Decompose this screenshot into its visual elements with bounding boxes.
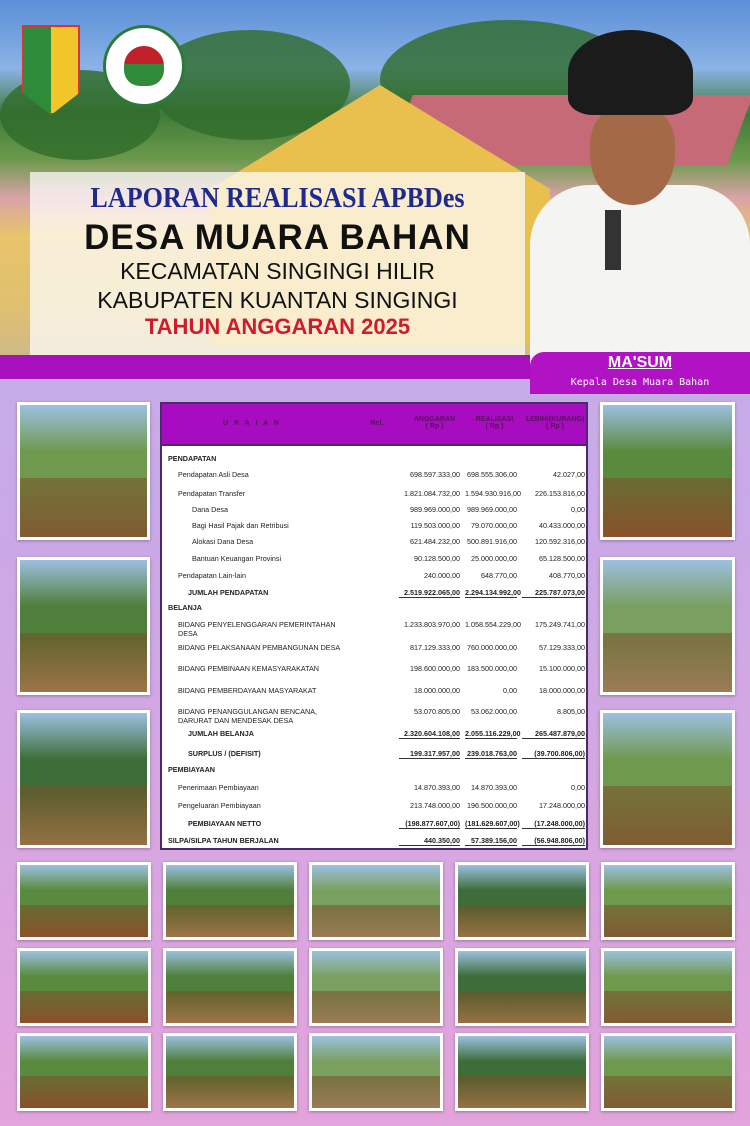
activity-photo xyxy=(600,557,735,695)
cell-realisasi: (181.629.607,00) xyxy=(465,819,520,828)
activity-photo xyxy=(601,862,735,940)
row-label: JUMLAH BELANJA xyxy=(188,729,254,738)
cell-realisasi: 500.891.916,00 xyxy=(467,537,517,546)
cell-realisasi: 648.770,00 xyxy=(481,571,517,580)
fiscal-year: TAHUN ANGGARAN 2025 xyxy=(144,314,411,339)
cell-realisasi: 239.018.763,00 xyxy=(465,749,517,759)
cell-lebih: 17.248.000,00 xyxy=(539,801,585,810)
cell-realisasi: 989.969.000,00 xyxy=(467,505,517,514)
cell-anggaran: 240.000,00 xyxy=(424,571,460,580)
cell-anggaran: 14.870.393,00 xyxy=(414,783,460,792)
apbdes-table xyxy=(160,402,588,850)
cell-lebih: 226.153.816,00 xyxy=(535,489,585,498)
cell-anggaran: 18.000.000,00 xyxy=(414,686,460,695)
kemendes-logo xyxy=(103,25,185,107)
row-label: JUMLAH PENDAPATAN xyxy=(188,588,269,597)
row-label: BIDANG PENYELENGGARAN PEMERINTAHAN DESA xyxy=(178,620,336,638)
official-cap xyxy=(568,30,693,115)
activity-photo xyxy=(601,948,735,1026)
cell-anggaran: 2.320.604.108,00 xyxy=(399,729,460,739)
cell-lebih: (17.248.000,00) xyxy=(522,819,585,829)
row-label: Dana Desa xyxy=(192,505,228,514)
cell-lebih: 57.129.333,00 xyxy=(539,643,585,652)
cell-lebih: 8.805,00 xyxy=(557,707,585,716)
activity-photo xyxy=(163,1033,297,1111)
person-role: Kepala Desa Muara Bahan xyxy=(570,377,710,388)
row-label: Bantuan Keuangan Provinsi xyxy=(192,554,282,563)
cell-realisasi: 2.294.134.992,00 xyxy=(465,588,521,597)
cell-realisasi: 698.555.306,00 xyxy=(467,470,517,479)
cell-lebih: 40.433.000,00 xyxy=(539,521,585,530)
activity-photo xyxy=(163,862,297,940)
col-realisasi xyxy=(467,416,522,430)
activity-photo xyxy=(17,1033,151,1111)
table-header xyxy=(162,404,586,446)
activity-photo xyxy=(309,862,443,940)
cell-anggaran: 53.070.805,00 xyxy=(414,707,460,716)
cell-anggaran: 2.519.922.065,00 xyxy=(399,588,460,598)
col-label: LEBIH/(KURANG) xyxy=(525,416,585,423)
cell-lebih: 225.787.073,00 xyxy=(522,588,585,598)
cell-lebih: 18.000.000,00 xyxy=(539,686,585,695)
activity-photo xyxy=(600,402,735,540)
cell-lebih: (39.700.806,00) xyxy=(522,749,585,759)
cell-realisasi: 79.070.000,00 xyxy=(471,521,517,530)
cell-realisasi: 1.594.930.916,00 xyxy=(465,489,521,498)
col-unit: ( Rp ) xyxy=(546,423,564,430)
village-head-photo xyxy=(530,185,750,365)
cell-realisasi: 0,00 xyxy=(503,686,517,695)
person-name: MA'SUM xyxy=(607,354,673,371)
cell-lebih: 65.128.500,00 xyxy=(539,554,585,563)
col-anggaran xyxy=(397,416,472,430)
activity-photo xyxy=(17,862,151,940)
cell-anggaran: 1.233.803.970,00 xyxy=(404,620,460,629)
cell-anggaran: 213.748.000,00 xyxy=(410,801,460,810)
cell-lebih: (56.948.806,00) xyxy=(522,836,585,846)
report-title: LAPORAN REALISASI APBDes xyxy=(90,182,465,214)
activity-photo xyxy=(455,948,589,1026)
cell-anggaran: 119.503.000,00 xyxy=(410,521,460,530)
cell-lebih: 15.100.000,00 xyxy=(539,664,585,673)
cell-realisasi: 57.389.156,00 xyxy=(465,836,517,846)
cell-anggaran: 198.600.000,00 xyxy=(410,664,460,673)
row-label: BIDANG PEMBERDAYAAN MASYARAKAT xyxy=(178,686,317,695)
activity-photo xyxy=(601,1033,735,1111)
cell-realisasi: 2.055.116.229,00 xyxy=(465,729,521,738)
row-label: Penerimaan Pembiayaan xyxy=(178,783,259,792)
face xyxy=(590,105,675,205)
cell-lebih: 0,00 xyxy=(571,783,585,792)
cell-realisasi: 25.000.000,00 xyxy=(471,554,517,563)
cell-lebih: 42.027,00 xyxy=(553,470,585,479)
cell-anggaran: 817.129.333,00 xyxy=(410,643,460,652)
village-name: DESA MUARA BAHAN xyxy=(84,218,471,257)
cell-anggaran: 621.484.232,00 xyxy=(410,537,460,546)
activity-photo xyxy=(17,948,151,1026)
cell-realisasi: 14.870.393,00 xyxy=(471,783,517,792)
col-label: ANGGARAN xyxy=(413,416,456,423)
activity-photo xyxy=(455,1033,589,1111)
cell-realisasi: 183.500.000,00 xyxy=(467,664,517,673)
activity-photo xyxy=(309,1033,443,1111)
col-unit: ( Rp ) xyxy=(485,423,504,430)
row-label: BIDANG PEMBINAAN KEMASYARAKATAN xyxy=(178,664,319,673)
col-ref: Ref. xyxy=(370,420,384,427)
cell-anggaran: 440.350,00 xyxy=(399,836,460,846)
col-unit: ( Rp ) xyxy=(425,423,444,430)
cell-lebih: 120.592.316,00 xyxy=(535,537,585,546)
activity-photo xyxy=(455,862,589,940)
cell-realisasi: 53.062.000,00 xyxy=(471,707,517,716)
row-label: PEMBIAYAAN NETTO xyxy=(188,819,262,828)
cell-realisasi: 760.000.000,00 xyxy=(467,643,517,652)
row-label: Bagi Hasil Pajak dan Retribusi xyxy=(192,521,289,530)
row-label: Pendapatan Transfer xyxy=(178,489,246,498)
cell-anggaran: 698.597.333,00 xyxy=(410,470,460,479)
activity-photo xyxy=(17,710,150,848)
cell-realisasi: 1.058.554.229,00 xyxy=(465,620,521,629)
cell-anggaran: (198.877.607,00) xyxy=(399,819,460,829)
cell-lebih: 0,00 xyxy=(571,505,585,514)
row-label: SILPA/SILPA TAHUN BERJALAN xyxy=(168,836,279,845)
district-name: KECAMATAN SINGINGI HILIR xyxy=(120,258,435,284)
row-label: Pendapatan Lain-lain xyxy=(178,571,246,580)
cell-lebih: 408.770,00 xyxy=(549,571,585,580)
activity-photo xyxy=(17,557,150,695)
activity-photo xyxy=(600,710,735,848)
cell-anggaran: 989.969.000,00 xyxy=(410,505,460,514)
activity-photo xyxy=(309,948,443,1026)
row-label: BELANJA xyxy=(168,603,202,612)
row-label: PENDAPATAN xyxy=(168,454,217,463)
col-uraian: U R A I A N xyxy=(223,420,281,427)
row-label: Pengeluaran Pembiayaan xyxy=(178,801,261,810)
cell-lebih: 175.249.741,00 xyxy=(535,620,585,629)
col-label: REALISASI xyxy=(475,416,514,423)
cell-lebih: 265.487.879,00 xyxy=(522,729,585,739)
row-label: Pendapatan Asli Desa xyxy=(178,470,249,479)
activity-photo xyxy=(17,402,150,540)
tie xyxy=(605,210,621,270)
row-label: BIDANG PELAKSANAAN PEMBANGUNAN DESA xyxy=(178,643,341,652)
cell-anggaran: 1.821.084.732,00 xyxy=(404,489,460,498)
cell-realisasi: 196.500.000,00 xyxy=(467,801,517,810)
activity-photo xyxy=(163,948,297,1026)
col-lebih xyxy=(524,416,586,430)
row-label: PEMBIAYAAN xyxy=(168,765,215,774)
row-label: BIDANG PENANGGULANGAN BENCANA, DARURAT DAN MENDESAK DESA xyxy=(178,707,317,725)
row-label: SURPLUS / (DEFISIT) xyxy=(188,749,261,758)
regency-name: KABUPATEN KUANTAN SINGINGI xyxy=(97,287,458,313)
row-label: Alokasi Dana Desa xyxy=(192,537,254,546)
cell-anggaran: 199.317.957,00 xyxy=(399,749,460,759)
cell-anggaran: 90.128.500,00 xyxy=(414,554,460,563)
